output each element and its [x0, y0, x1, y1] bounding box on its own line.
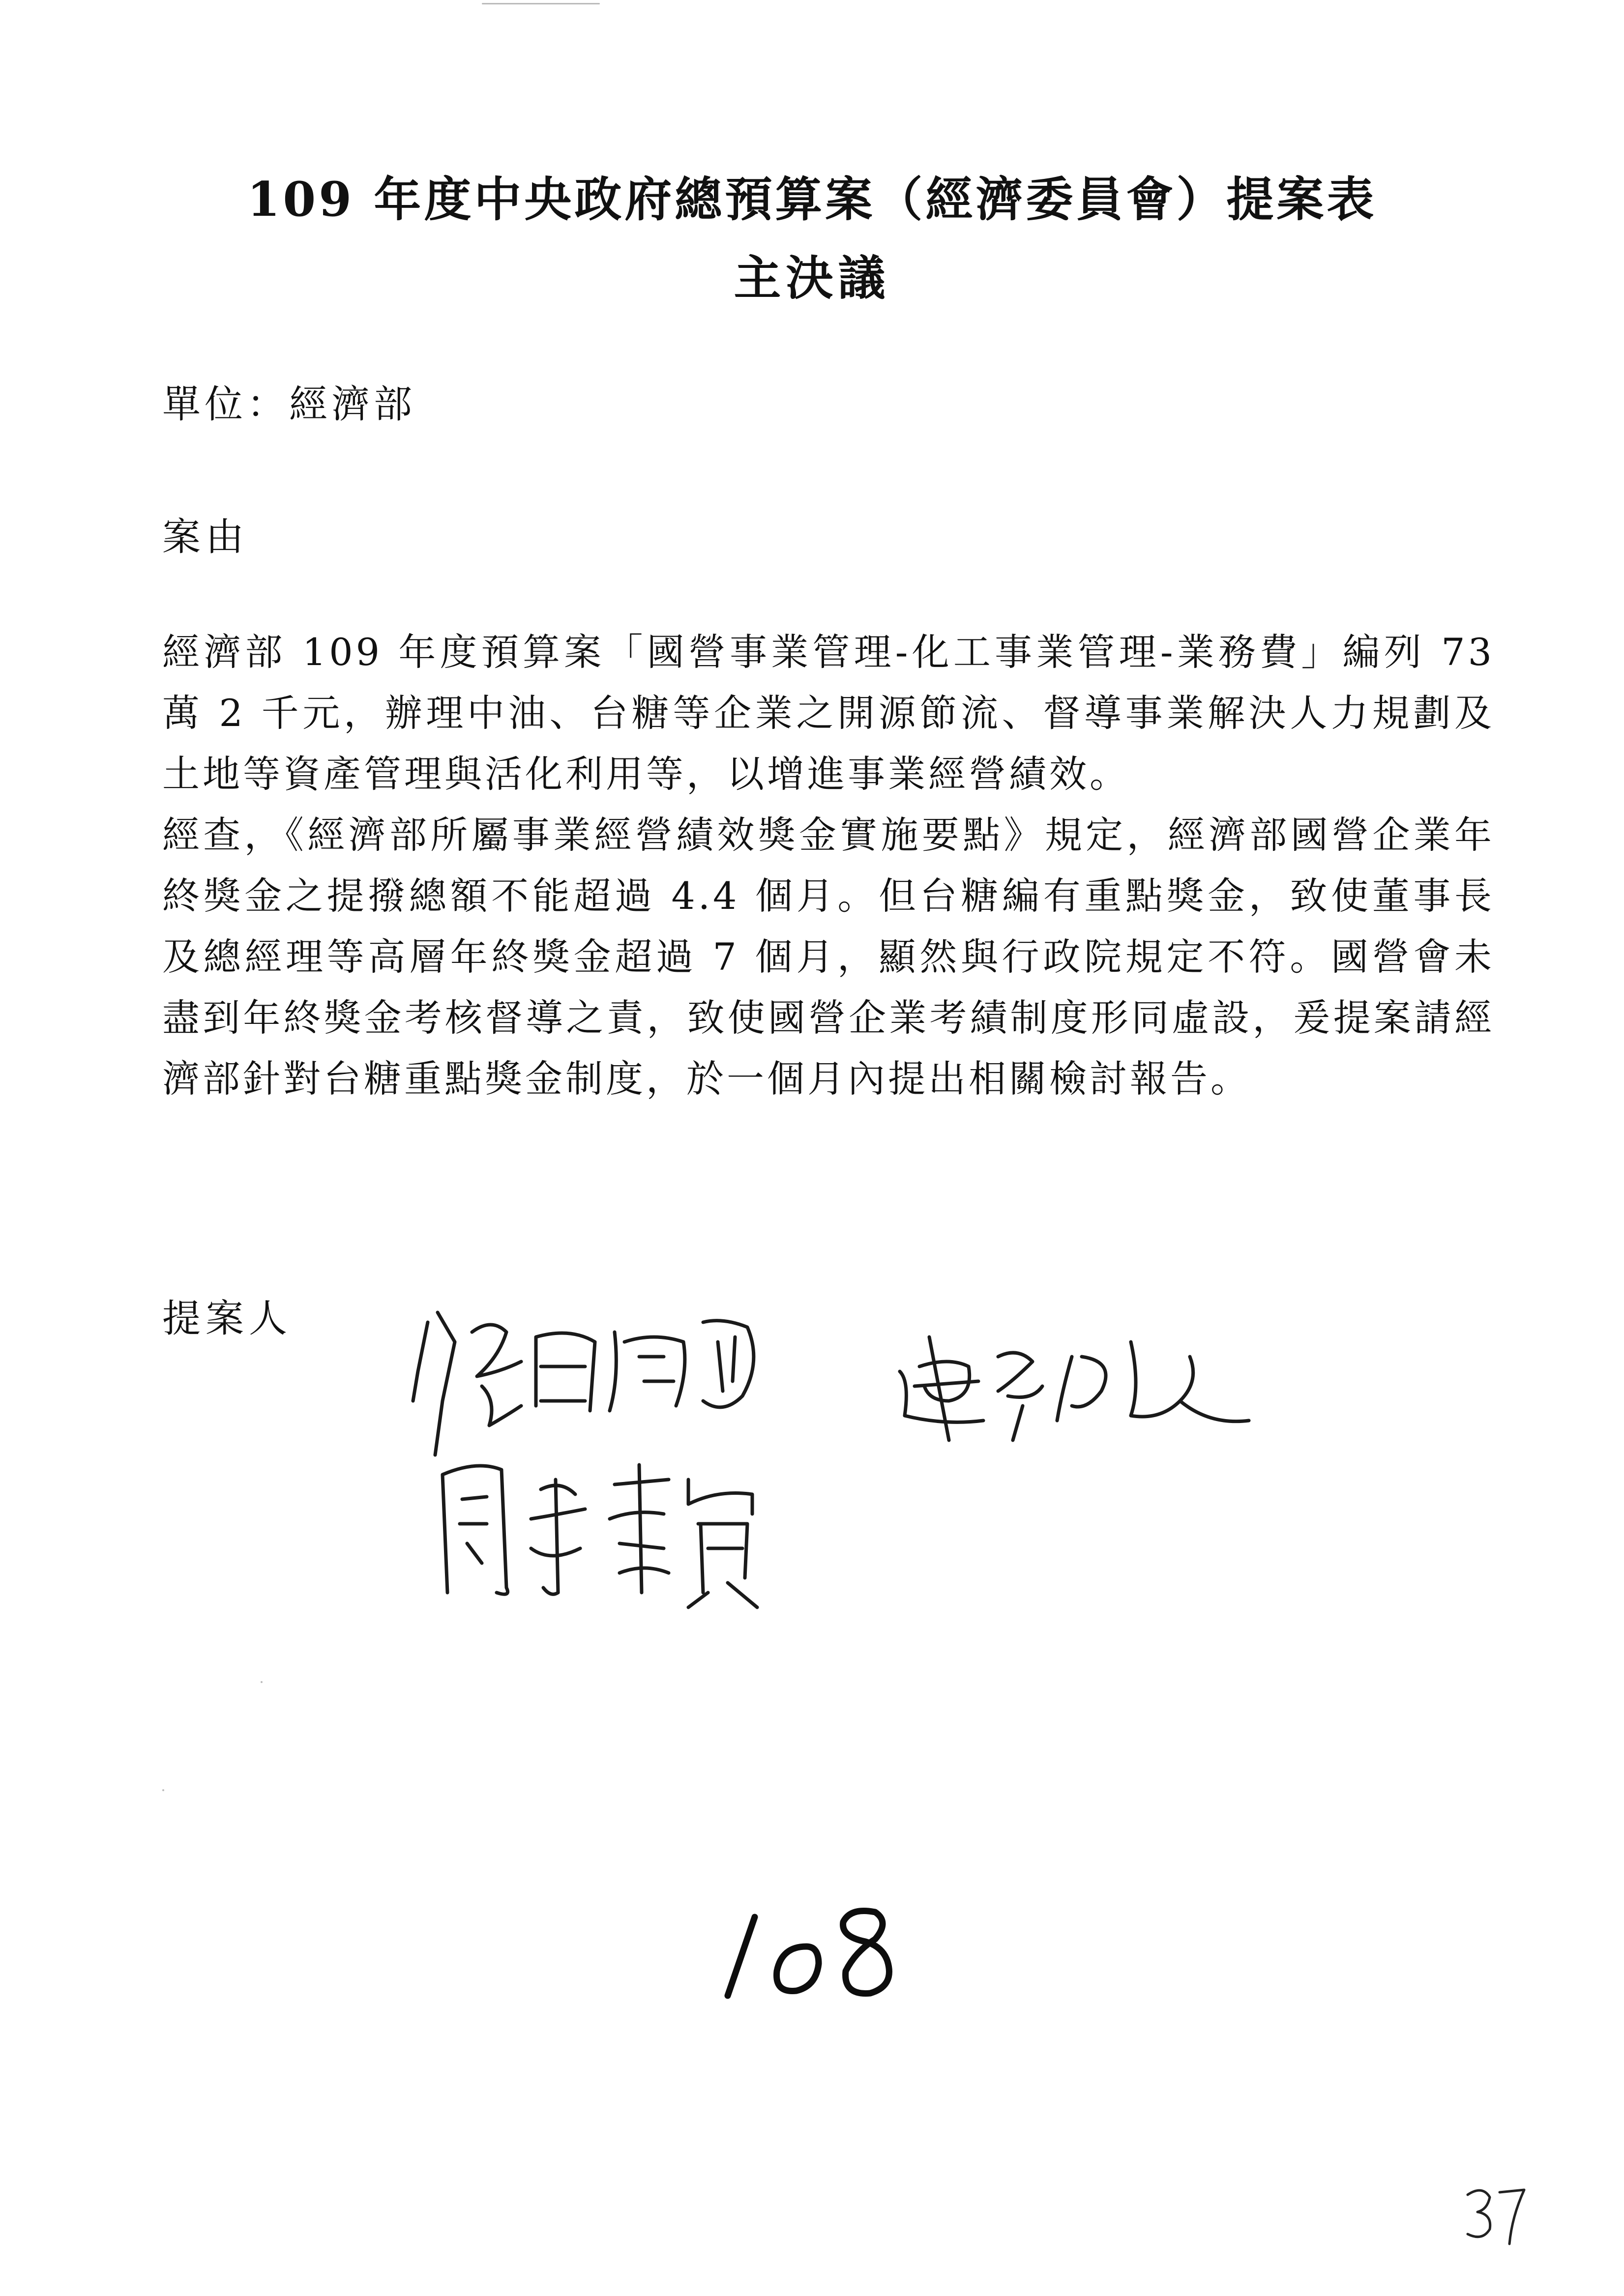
case-label: 案由 [162, 515, 249, 559]
case-paragraph-2: 經查，《經濟部所屬事業經營績效獎金實施要點》規定，經濟部國營企業年終獎金之提撥總額不能超過 4.4 個月。但台糖編有重點獎金，致使董事長及總經理等高層年終獎金超過 7 個月，顯然與行政院規定不符。國營會未盡到年終獎金考核督導之責，致使國營企業考績制度形同虛設，爰提案請經濟部針對台糖重點獎金制度，於一個月內提出相關檢討報告。 [162, 813, 1495, 1101]
signature-3 [885, 1327, 1259, 1455]
scan-artifact [162, 1789, 164, 1791]
scan-artifact [482, 3, 600, 4]
case-body [162, 622, 1495, 1109]
document-subtitle: 主決議 [734, 250, 890, 306]
signature-2 [433, 1450, 806, 1612]
case-paragraph-1: 經濟部 109 年度預算案「國營事業管理-化工事業管理-業務費」編列 73 萬 2 千元，辦理中油、台糖等企業之開源節流、督導事業解決人力規劃及土地等資產管理與活化利用等，以增進事業經營績效。 [162, 630, 1495, 796]
scan-artifact [261, 1681, 263, 1683]
handwritten-number [718, 1897, 915, 2007]
page-number [1463, 2182, 1532, 2248]
document-title: 109 年度中央政府總預算案（經濟委員會）提案表 [247, 172, 1377, 227]
signature-1 [408, 1303, 792, 1465]
proposer-label: 提案人 [162, 1297, 293, 1341]
unit-line: 單位：經濟部 [162, 382, 416, 427]
